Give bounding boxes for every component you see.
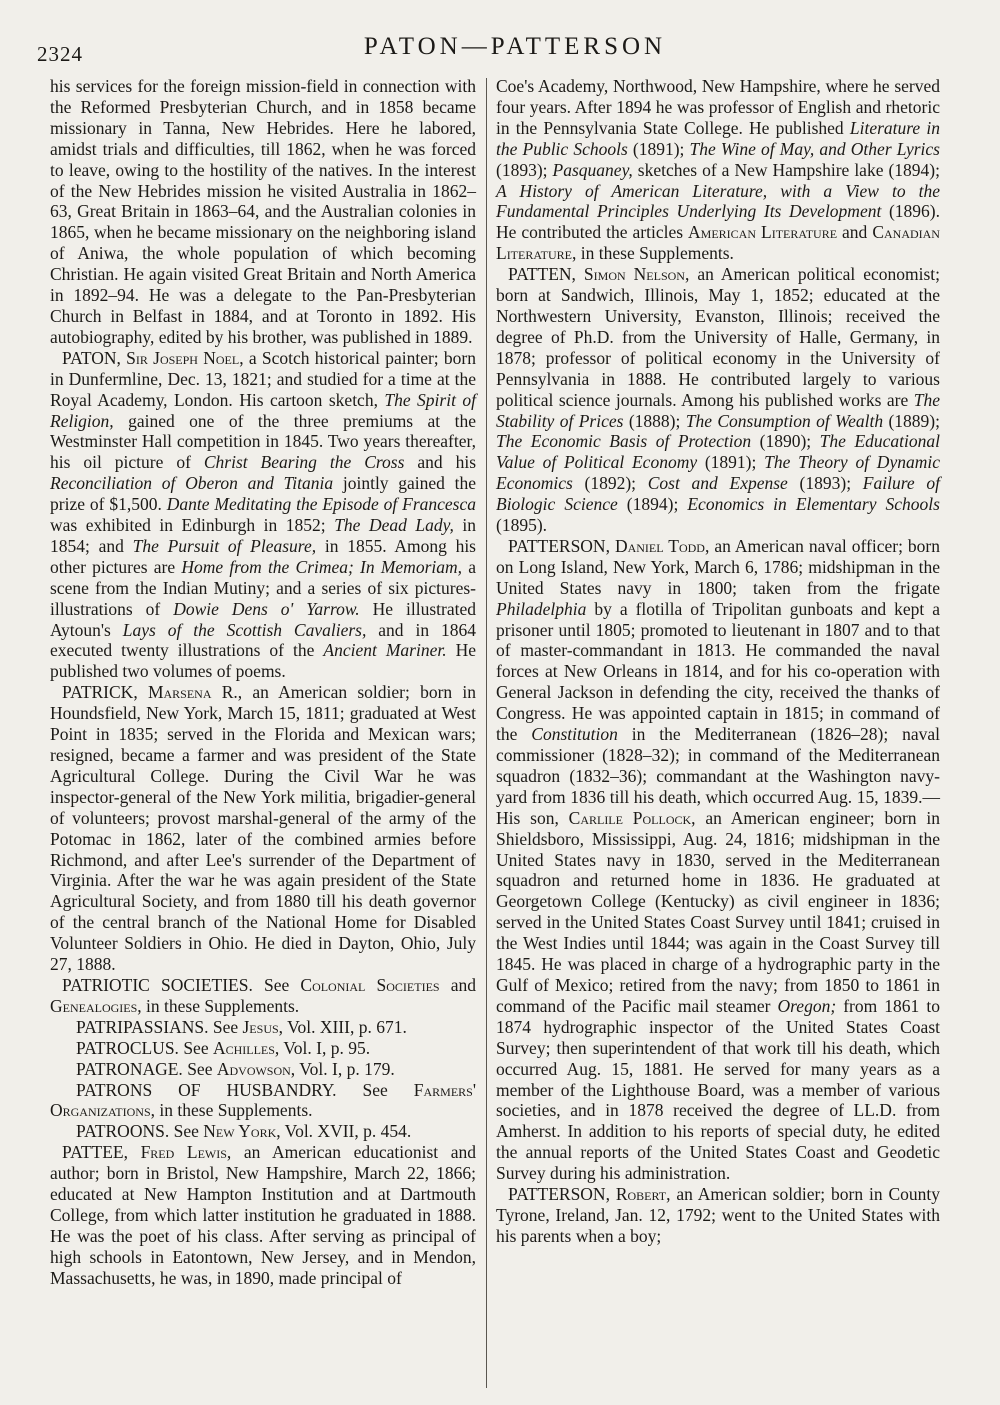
ship-name: Philadelphia [496, 598, 587, 619]
cross-reference: Jesus, [242, 1016, 284, 1037]
entry-headword: PATTERSON, [508, 535, 610, 556]
entry-headword: PATRIOTIC SOCIETIES. [62, 974, 253, 995]
work-title: Literature in the Public Schools [496, 117, 940, 159]
work-title: The Consumption of Wealth [685, 410, 884, 431]
entry-patronage: PATRONAGE. See Advowson, Vol. I, p. 179. [76, 1058, 395, 1079]
work-title: The Spirit of Religion, [50, 389, 476, 431]
cross-reference: Genealogies, [50, 995, 142, 1016]
running-head: PATON—PATTERSON [363, 33, 667, 60]
cross-reference: Canadian Literature, [496, 222, 940, 264]
entry-headword: PATTERSON, [508, 1184, 610, 1205]
entry-paton-joseph-noel: PATON, Sir Joseph Noel, a Scotch historical painter; born in Dunfermline, Dec. 13, 1821; and studied for a time at the Royal Academy, London. His cartoon sketch, The Spirit of Religion, gained one of the three premiums at the Westminster Hall competition in 1845. Two years thereafter, his oil picture of Christ Bearing the Cross and his Reconciliation of Oberon and Titania jointly gained the prize of $1,500. Dante Meditating the Episode of Francesca was exhibited in Edinburgh in 1852; The Dead Lady, in 1854; and The Pursuit of Pleasure, in 1855. Among his other pictures are Home from the Crimea; In Memoriam, a scene from the Indian Mutiny; and a series of six pictures-illustrations of Dowie Dens o' Yarrow. He illustrated Aytoun's Lays of the Scottish Cavaliers, and in 1864 executed twenty illustrations of the Ancient Mariner. He published two volumes of poems. [50, 347, 477, 682]
entry-name: Daniel Todd, [614, 535, 710, 556]
work-title: Lays of the Scottish Cavaliers, [122, 619, 367, 640]
entry-name: Fred Lewis, [140, 1142, 232, 1163]
entry-headword: PATRICK, [62, 682, 138, 703]
work-title: Home from the Crimea; In Memoriam, [181, 556, 463, 577]
work-title: Economics in Elementary Schools [687, 494, 940, 515]
paragraph-paton-john-continued: his services for the foreign mission-field in connection with the Reformed Presbyterian Church, and in 1858 became missionary in Tanna, New Hebrides. Here he labored, amidst trials and difficulties, till 1862, when he was forced to leave, owing to the hostility of the natives. In the interest of the New Hebrides mission he visited Australia in 1862–63, Great Britain in 1863–64, and the Australian colonies in 1865, when he became missionary on the neighboring island of Aniwa, the whole population of which becoming Christian. He again visited Great Britain and North America in 1892–94. He was a delegate to the Pan-Presbyterian Church in Belfast in 1884, and at Toronto in 1892. His autobiography, edited by his brother, was published in 1889. [50, 76, 476, 347]
work-title: Cost and Expense [647, 473, 788, 494]
work-title: The Wine of May, and Other Lyrics [689, 138, 940, 159]
work-title: The Theory of Dynamic Economics [496, 452, 940, 494]
entry-patripassians: PATRIPASSIANS. See Jesus, Vol. XIII, p. 671. [76, 1016, 407, 1037]
work-title: The Pursuit of Pleasure, [132, 535, 317, 556]
left-column [50, 76, 476, 1289]
entry-patrick: PATRICK, Marsena R., an American soldier; born in Houndsfield, New York, March 15, 1811; graduated at West Point in 1835; served in the Florida and Mexican wars; resigned, became a farmer and was president of the State Agricultural College. During the Civil War he was inspector-general of the New York militia, brigadier-general of volunteers; provost marshal-general of the army of the Potomac in 1862, later of the combined armies before Richmond, and after Lee's surrender of the Department of Virginia. After the war he was again president of the State Agricultural Society, and from 1880 till his death governor of the central branch of the National Home for Disabled Volunteer Soldiers in Ohio. He died in Dayton, Ohio, July 27, 1888. [50, 682, 476, 975]
cross-reference: Colonial Societies [300, 974, 440, 995]
ship-name: Constitution [531, 724, 618, 745]
work-title: The Stability of Prices [496, 389, 940, 431]
page-number: 2324 [37, 42, 83, 66]
work-title: The Economic Basis of Protection [496, 431, 752, 452]
entry-name: Simon Nelson, [583, 264, 690, 285]
work-title: Dowie Dens o' Yarrow. [173, 598, 360, 619]
entry-headword: PATRONAGE. [76, 1058, 183, 1079]
entry-headword: PATROONS. [76, 1121, 170, 1142]
work-title: Ancient Mariner. [323, 640, 447, 661]
entry-name: Sir Joseph Noel, [126, 347, 244, 368]
entry-headword: PATRONS OF HUSBANDRY. [76, 1079, 337, 1100]
entry-patterson-robert: PATTERSON, Robert, an American soldier; born in County Tyrone, Ireland, Jan. 12, 1792; went to the United States with his parents when a boy; [496, 1184, 940, 1246]
work-title: Failure of Biologic Science [496, 473, 940, 515]
work-title: Reconciliation of Oberon and Titania [50, 473, 334, 494]
entry-patroclus: PATROCLUS. See Achilles, Vol. I, p. 95. [76, 1037, 371, 1058]
right-column [496, 76, 940, 1247]
entry-patrons-of-husbandry: PATRONS OF HUSBANDRY. See Farmers' Organizations, in these Supplements. [50, 1079, 476, 1121]
entry-name: Marsena R., [147, 682, 243, 703]
cross-reference: Farmers' Organizations, [50, 1079, 476, 1121]
cross-reference: American Literature [688, 222, 838, 243]
cross-reference: Advowson, [216, 1058, 296, 1079]
entry-headword: PATTEN, [508, 264, 576, 285]
entry-headword: PATRIPASSIANS. [76, 1016, 209, 1037]
entry-headword: PATON, [62, 347, 121, 368]
entry-pattee: PATTEE, Fred Lewis, an American educationist and author; born in Bristol, New Hampshire, March 22, 1866; educated at New Hampton Institution and at Dartmouth College, from which latter institution he graduated in 1888. He was the poet of his class. After serving as principal of high schools in Eatontown, New Jersey, and in Mendon, Massachusetts, he was, in 1890, made principal of [50, 1142, 477, 1288]
work-title: Christ Bearing the Cross [203, 452, 405, 473]
entry-patriotic-societies: PATRIOTIC SOCIETIES. See Colonial Societies and Genealogies, in these Supplements. [50, 974, 476, 1016]
cross-reference: New York, [203, 1121, 281, 1142]
entry-headword: PATROCLUS. [76, 1037, 179, 1058]
entry-name: Carlile Pollock, [568, 807, 696, 828]
entry-patterson-daniel-todd: PATTERSON, Daniel Todd, an American naval officer; born on Long Island, New York, March 6, 1786; midshipman in the United States navy in 1800; taken from the frigate Philadelphia by a flotilla of Tripolitan gunboats and kept a prisoner until 1805; promoted to lieutenant in 1807 and to that of master-commandant in 1813. He commanded the naval forces at New Orleans in 1814, and for his co-operation with General Jackson in defending the city, received the thanks of Congress. He was appointed captain in 1815; in command of the Constitution in the Mediterranean (1826–28); naval commissioner (1828–32); in command of the Mediterranean squadron (1832–36); commandant at the Washington navy-yard from 1836 till his death, which occurred Aug. 15, 1839.—His son, Carlile Pollock, an American engineer; born in Shieldsboro, Mississippi, Aug. 24, 1816; midshipman in the United States navy in 1830, served in the Mediterranean squadron and returned home in 1836. He graduated at Georgetown College (Kentucky) as civil engineer in 1836; served in the United States Coast Survey until 1841; cruised in the West Indies until 1844; was again in the Coast Survey till 1845. He was placed in charge of a hydrographic party in the Gulf of Mexico; retired from the navy; from 1850 to 1861 in command of the Pacific mail steamer Oregon; from 1861 to 1874 hydrographic inspector of the United States Coast Survey; then superintendent of that work till his death, which occurred Aug. 15, 1881. He served for many years as a member of the Lighthouse Board, was a member of various societies, and in 1878 received the degree of LL.D. from Amherst. In addition to his reports of special duty, he edited the annual reports of the United States Coast and Geodetic Survey during his administration. [496, 535, 940, 1184]
entry-patten: PATTEN, Simon Nelson, an American political economist; born at Sandwich, Illinois, May 1, 1852; educated at the Northwestern University, Evanston, Illinois; received the degree of Ph.D. from the University of Halle, Germany, in 1878; professor of political economy in the University of Pennsylvania in 1888. He contributed largely to various political science journals. Among his published works are The Stability of Prices (1888); The Consumption of Wealth (1889); The Economic Basis of Protection (1890); The Educational Value of Political Economy (1891); The Theory of Dynamic Economics (1892); Cost and Expense (1893); Failure of Biologic Science (1894); Economics in Elementary Schools (1895). [496, 264, 940, 536]
column-rule [486, 78, 487, 1388]
work-title: The Educational Value of Political Economy [496, 431, 940, 473]
work-title: A History of American Literature, with a View to the Fundamental Principles Underlying Its Development [496, 180, 940, 222]
entry-pattee-continued: Coe's Academy, Northwood, New Hampshire, where he served four years. After 1894 he was professor of English and rhetoric in the Pennsylvania State College. He published Literature in the Public Schools (1891); The Wine of May, and Other Lyrics (1893); Pasquaney, sketches of a New Hampshire lake (1894); A History of American Literature, with a View to the Fundamental Principles Underlying Its Development (1896). He contributed the articles American Literature and Canadian Literature, in these Supplements. [496, 76, 940, 264]
entry-patroons: PATROONS. See New York, Vol. XVII, p. 454. [76, 1121, 412, 1142]
ship-name: Oregon; [777, 995, 837, 1016]
work-title: Pasquaney, [552, 159, 633, 180]
entry-headword: PATTEE, [62, 1142, 128, 1163]
entry-name: Robert, [615, 1184, 671, 1205]
work-title: The Dead Lady, [334, 515, 454, 536]
cross-reference: Achilles, [212, 1037, 280, 1058]
work-title: Dante Meditating the Episode of Francesca [166, 494, 476, 515]
